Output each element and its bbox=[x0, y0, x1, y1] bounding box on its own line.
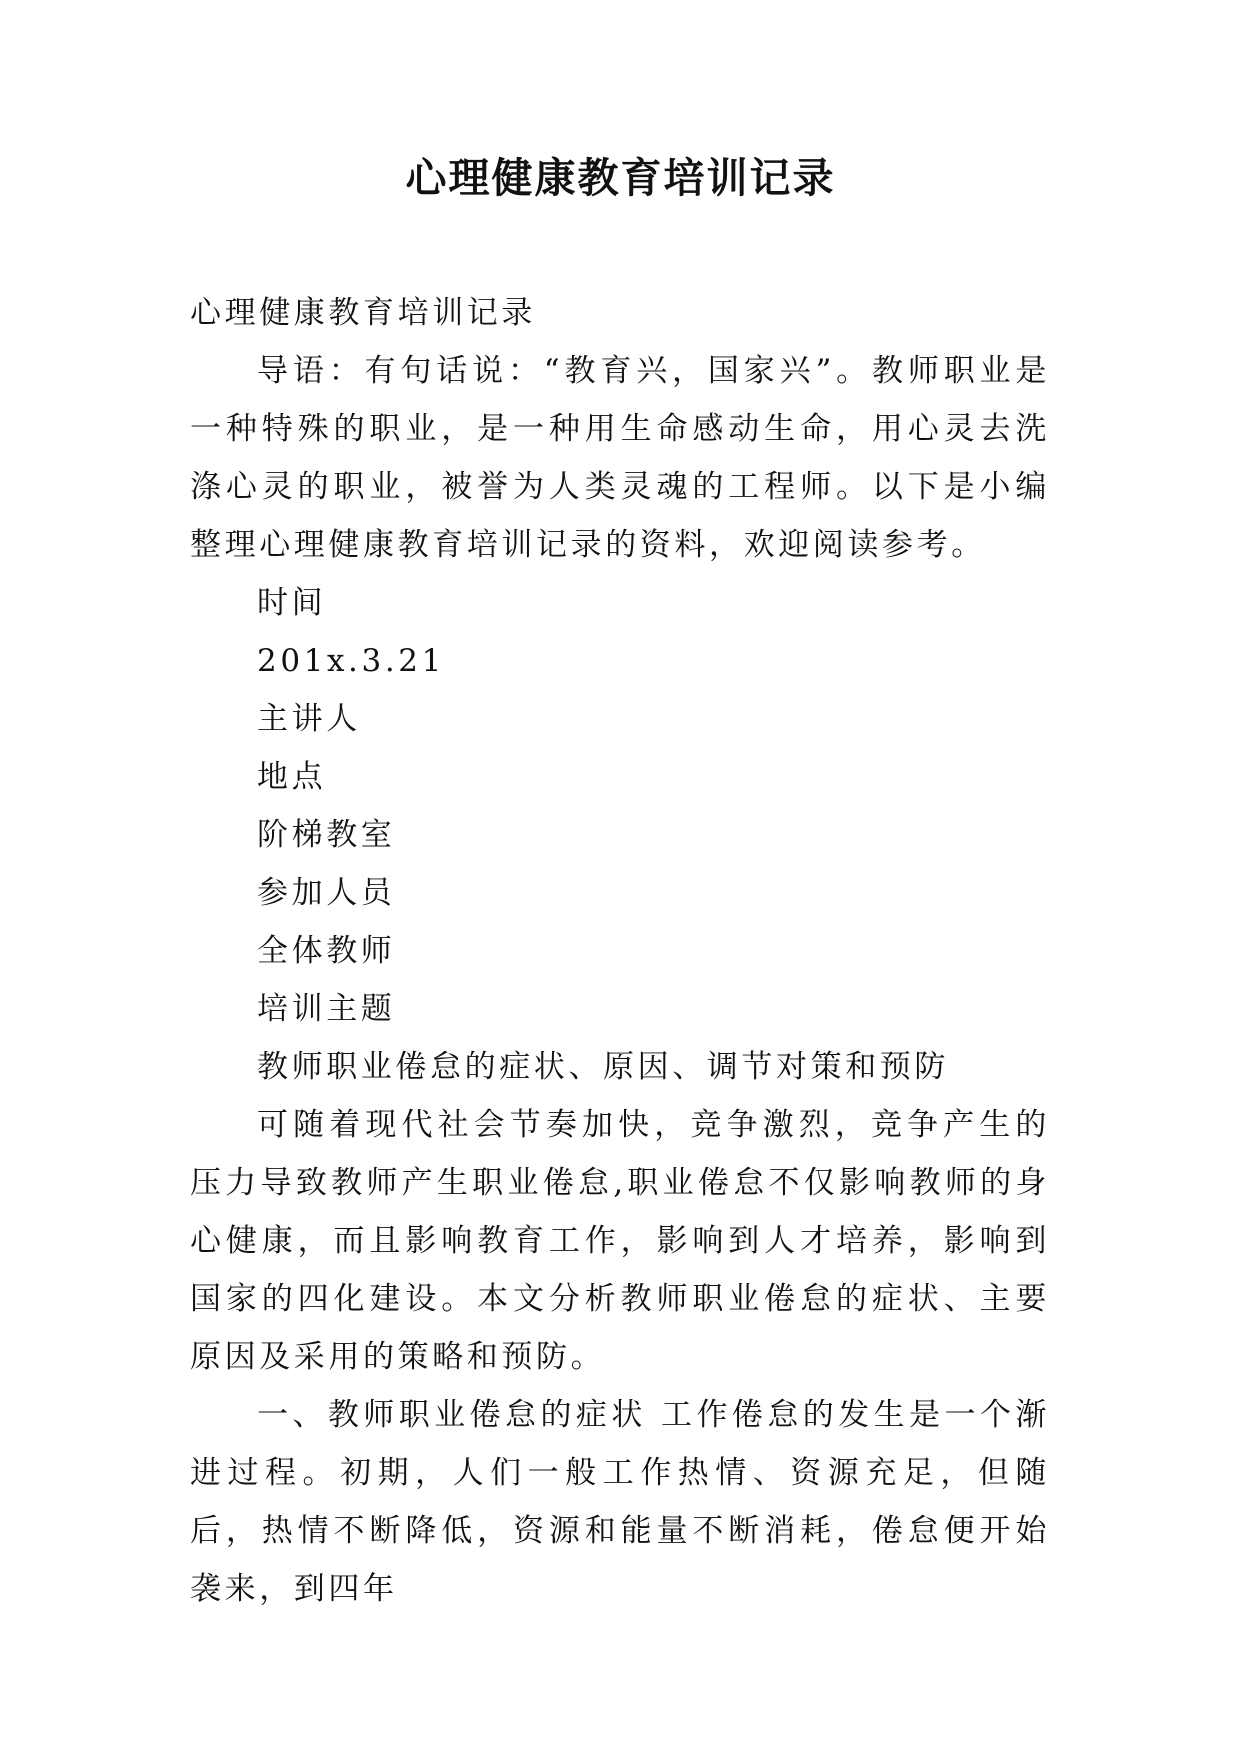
topic-label: 培训主题 bbox=[257, 991, 396, 1027]
document-subtitle: 心理健康教育培训记录 bbox=[190, 295, 536, 331]
time-label: 时间 bbox=[257, 585, 327, 621]
location-label: 地点 bbox=[257, 759, 327, 795]
location-value: 阶梯教室 bbox=[257, 817, 396, 853]
intro-paragraph: 导语：有句话说：“教育兴，国家兴”。教师职业是一种特殊的职业，是一种用生命感动生命，用心灵去洗涤心灵的职业，被誉为人类灵魂的工程师。以下是小编整理心理健康教育培训记录的资料，欢迎阅读参考。 bbox=[190, 353, 1050, 563]
topic-value: 教师职业倦怠的症状、原因、调节对策和预防 bbox=[257, 1049, 949, 1085]
body-paragraph: 可随着现代社会节奏加快，竞争激烈，竞争产生的压力导致教师产生职业倦怠,职业倦怠不仅影响教师的身心健康，而且影响教育工作，影响到人才培养，影响到国家的四化建设。本文分析教师职业倦怠的症状、主要原因及采用的策略和预防。 bbox=[190, 1107, 1050, 1375]
time-value: 201x.3.21 bbox=[257, 643, 445, 679]
attendees-label: 参加人员 bbox=[257, 875, 396, 911]
speaker-label: 主讲人 bbox=[257, 701, 361, 737]
document-body bbox=[190, 284, 1050, 1618]
section-one-paragraph: 一、教师职业倦怠的症状 工作倦怠的发生是一个渐进过程。初期，人们一般工作热情、资源充足，但随后，热情不断降低，资源和能量不断消耗，倦怠便开始袭来，到四年 bbox=[190, 1397, 1050, 1607]
attendees-value: 全体教师 bbox=[257, 933, 396, 969]
document-title: 心理健康教育培训记录 bbox=[405, 154, 836, 202]
